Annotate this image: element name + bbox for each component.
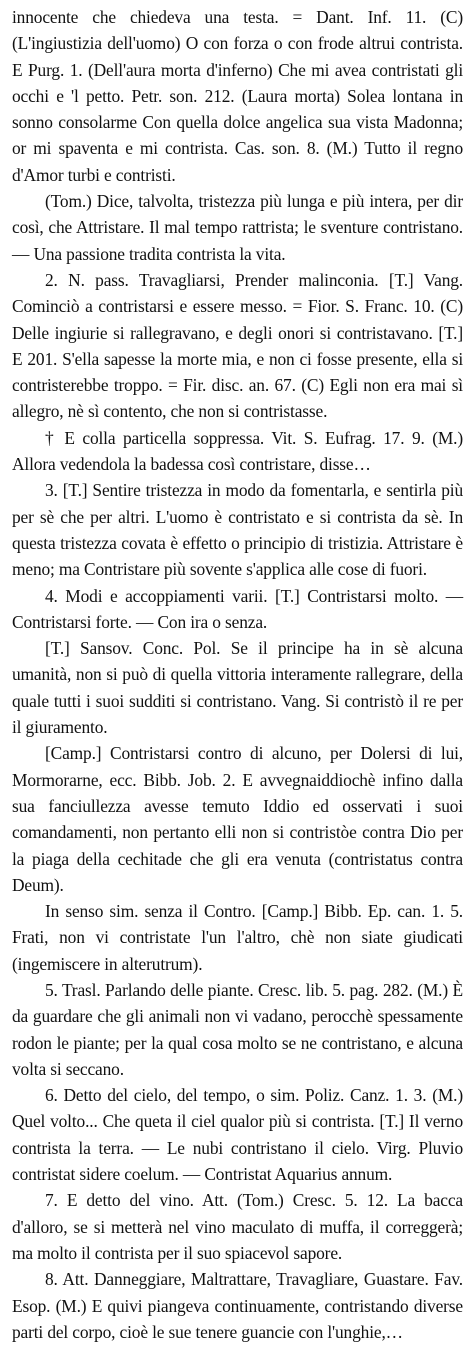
entry-paragraph-note: (Tom.) Dice, talvolta, tristezza più lunga e più intera, per dir così, che Attristare. Il mal tempo rattrista; le sventure contristano. — Una passione tradita contrista la vita.: [12, 191, 463, 264]
entry-paragraph-continuation: innocente che chiedeva una testa. = Dant. Inf. 11. (C) (L'ingiustizia dell'uomo) O con forza o con frode altrui contrista. E Purg. 1. (Dell'aura morta d'inferno) Che mi avea contristati gli occhi e 'l petto. Petr. son. 212. (Laura morta) Solea lontana in sonno consolarme Con quella dolce angelica sua vista Madonna; or mi spaventa e mi contrista. Cas. son. 8. (M.) Tutto il regno d'Amor turbi e contristi.: [12, 7, 463, 185]
sense-4-similar-paragraph: In senso sim. senza il Contro. [Camp.] Bibb. Ep. can. 1. 5. Frati, non vi contristate l'un l'altro, chè non siate giudicati (ingemiscere in alterutrum).: [12, 901, 463, 974]
sense-7-paragraph: 7. E detto del vino. Att. (Tom.) Cresc. 5. 12. La bacca d'alloro, se si metterà nel vino maculato di muffa, il correggerà; ma molto il contrista per il suo spiacevol sapore.: [12, 1190, 463, 1263]
sense-6-paragraph: 6. Detto del cielo, del tempo, o sim. Poliz. Canz. 1. 3. (M.) Quel volto... Che queta il ciel qualor più si contrista. [T.] Il verno contrista la terra. — Le nubi contristano il cielo. Virg. Pluvio contristat sidere coelum. — Contristat Aquarius annum.: [12, 1085, 463, 1185]
sense-4-paragraph: 4. Modi e accoppiamenti varii. [T.] Contristarsi molto. — Contristarsi forte. — Con ira o senza.: [12, 585, 463, 632]
sense-4-example-paragraph: [T.] Sansov. Conc. Pol. Se il principe ha in sè alcuna umanità, non si può di quella vittoria interamente rallegrare, della quale tutti i suoi sudditi si contristano. Vang. Si contristò il re per il giuramento.: [12, 638, 463, 738]
sense-4-camp-paragraph: [Camp.] Contristarsi contro di alcuno, per Dolersi di lui, Mormorarne, ecc. Bibb. Job. 2. E avvegnaiddiochè infino dalla sua fanciullezza avesse temuto Iddio ed osservati i suoi comandamenti, non pertanto elli non si contristòe contra Dio per la piaga della cechitade che gli era venuta (contristatus contra Deum).: [12, 743, 463, 895]
sense-5-paragraph: 5. Trasl. Parlando delle piante. Cresc. lib. 5. pag. 282. (M.) È da guardare che gli animali non vi vadano, perocchè spessamente rodon le piante; per la qual cosa molto se ne contristano, e alcuna volta si seccano.: [12, 979, 463, 1079]
sense-2-sub-paragraph: † E colla particella soppressa. Vit. S. Eufrag. 17. 9. (M.) Allora vedendola la badessa così contristare, disse…: [12, 427, 463, 475]
sense-3-paragraph: 3. [T.] Sentire tristezza in modo da fomentarla, e sentirla più per sè che per altri. L'uomo è contristato e si contrista da sè. In questa tristezza covata è effetto o principio di tristizia. Attristare è meno; ma Contristare più sovente s'applica alle cose di fuori.: [12, 480, 463, 580]
sense-8-paragraph: 8. Att. Danneggiare, Maltrattare, Travagliare, Guastare. Fav. Esop. (M.) E quivi piangeva continuamente, contristando diverse parti del corpo, cioè le sue tenere guancie con l'unghie,…: [12, 1269, 463, 1342]
sense-2-paragraph: 2. N. pass. Travagliarsi, Prender malinconia. [T.] Vang. Cominciò a contristarsi e essere messo. = Fior. S. Franc. 10. (C) Delle ingiurie si rallegravano, e degli onori si contristavano. [T.] E 201. S'ella sapesse la morte mia, e non ci fosse presente, ella si contristerebbe troppo. = Fir. disc. an. 67. (C) Egli non era mai sì allegro, nè sì contento, che non si contristasse.: [12, 269, 463, 422]
